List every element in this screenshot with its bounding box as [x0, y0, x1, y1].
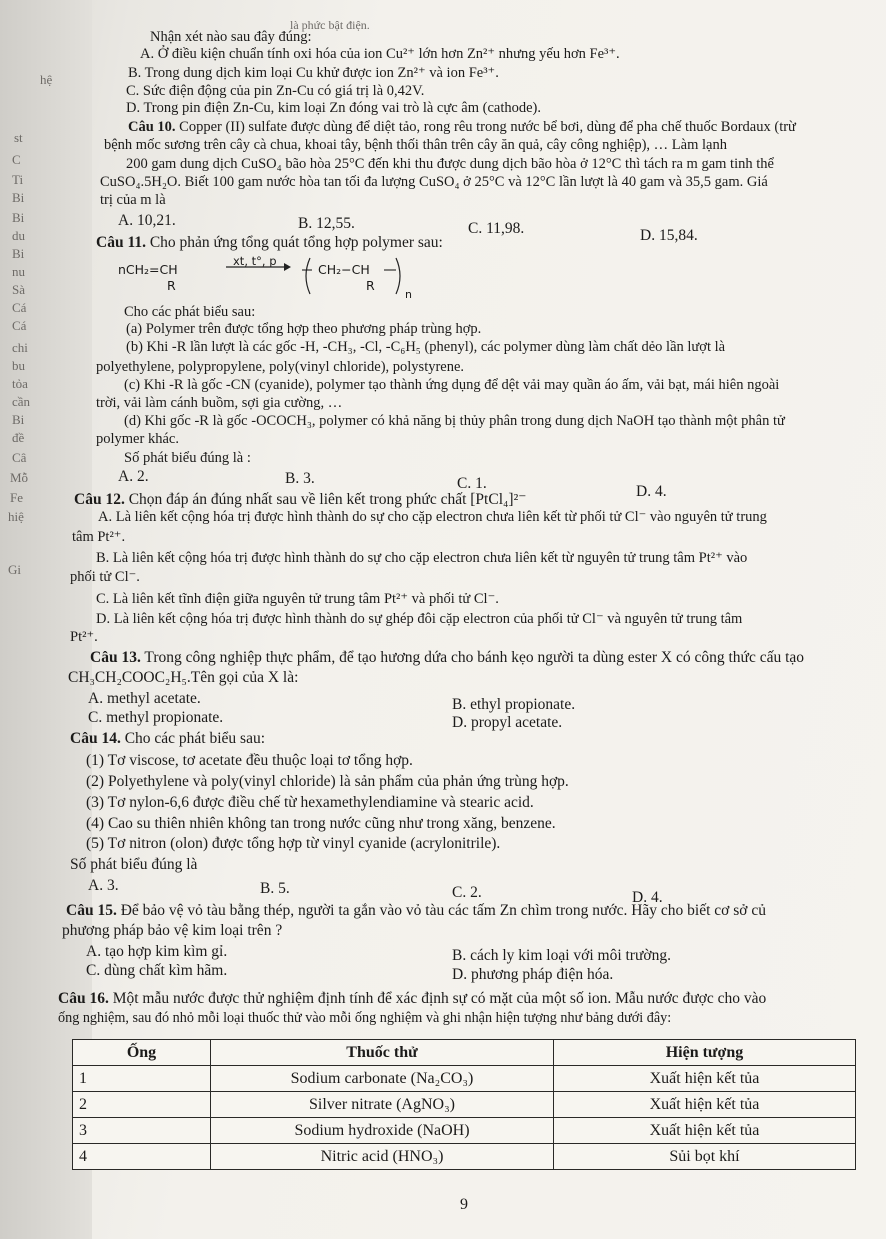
margin-note: Cá	[12, 318, 27, 333]
q15-line2: phương pháp bảo vệ kim loại trên ?	[62, 922, 283, 939]
intro-prompt: Nhận xét nào sau đây đúng:	[150, 29, 312, 45]
product-formula: CH₂−CH	[318, 262, 370, 277]
table-cell-observation: Xuất hiện kết tủa	[554, 1118, 856, 1144]
q13-line2: CH₃CH₂COOC₂H₅.Tên gọi của X là:	[68, 669, 299, 686]
q11-statement-a: (a) Polymer trên được tổng hợp theo phương pháp trùng hợp.	[126, 321, 482, 337]
margin-note: đề	[12, 430, 25, 445]
margin-note: Bi	[12, 210, 25, 225]
q12-option-c: C. Là liên kết tĩnh điện giữa nguyên tử trung tâm Pt²⁺ và phối tử Cl⁻.	[96, 591, 499, 607]
margin-note: Bi	[12, 190, 25, 205]
margin-note: Bi	[12, 412, 25, 427]
page-number: 9	[460, 1196, 468, 1213]
polymer-subscript-n: n	[405, 288, 412, 301]
q10-line2: bệnh mốc sương trên cây cà chua, khoai tây, bệnh thối thân trên cây ăn quả, cây công nghiệp), … Làm lạnh	[104, 137, 727, 153]
margin-note: Mỗ	[10, 470, 29, 485]
margin-note: C	[12, 152, 21, 167]
reaction-arrow-icon	[224, 262, 292, 272]
reaction-condition: xt, t°, p	[233, 254, 277, 268]
q13-line1: Câu 13. Trong công nghiệp thực phẩm, để tạo hương dứa cho bánh kẹo người ta dùng ester X có công thức cấu tạo	[90, 649, 805, 666]
reactant-formula: nCH₂=CH	[118, 262, 178, 277]
margin-note: hiệ	[8, 509, 24, 524]
table-cell-reagent: Sodium carbonate (Na₂CO₃)	[211, 1066, 554, 1092]
q14-statement-2: (2) Polyethylene và poly(vinyl chloride) là sản phẩm của phản ứng trùng hợp.	[86, 773, 569, 790]
margin-note: tỏa	[12, 376, 28, 391]
table-cell-observation: Xuất hiện kết tủa	[554, 1092, 856, 1118]
q10-option-c: C. 11,98.	[468, 220, 525, 237]
q15-option-c: C. dùng chất kìm hãm.	[86, 962, 228, 979]
q10-line5: trị của m là	[100, 192, 166, 208]
q11-intro: Cho các phát biểu sau:	[124, 304, 256, 320]
q14-option-d: D. 4.	[632, 889, 663, 906]
margin-note: du	[12, 228, 25, 243]
q12-option-a-line2: tâm Pt²⁺.	[72, 529, 126, 545]
margin-note: bu	[12, 358, 25, 373]
intro-option-a: A. Ở điều kiện chuẩn tính oxi hóa của ion Cu²⁺ lớn hơn Zn²⁺ nhưng yếu hơn Fe³⁺.	[140, 46, 620, 62]
margin-note: Sà	[12, 282, 25, 297]
q13-option-a: A. methyl acetate.	[88, 690, 201, 707]
table-header-cell: Hiện tượng	[554, 1040, 856, 1066]
q11-statement-c-line2: trời, vải làm cánh buồm, sợi gia cường, …	[96, 395, 343, 411]
reactant-r-group: R	[167, 278, 176, 293]
q12-option-d-line1: D. Là liên kết cộng hóa trị được hình thành do sự ghép đôi cặp electron của phối tử Cl⁻ và nguyên tử trung tâm	[96, 611, 743, 627]
margin-note: st	[14, 130, 23, 145]
q12-option-b-line1: B. Là liên kết cộng hóa trị được hình thành do sự cho cặp electron chưa liên kết từ nguyên tử trung tâm Pt²⁺ vào	[96, 550, 748, 566]
table-cell-tube: 4	[73, 1144, 211, 1170]
table-cell-tube: 2	[73, 1092, 211, 1118]
q12-option-b-line2: phối tử Cl⁻.	[70, 569, 140, 585]
q16-line1: Câu 16. Một mẫu nước được thử nghiệm định tính để xác định sự có mặt của một số ion. Mẫu nước được cho vào	[58, 990, 767, 1007]
q12-option-a-line1: A. Là liên kết cộng hóa trị được hình thành do sự cho cặp electron chưa liên kết từ phối tử Cl⁻ vào nguyên tử trung	[98, 509, 767, 525]
margin-note: Cá	[12, 300, 27, 315]
table-cell-reagent: Nitric acid (HNO₃)	[211, 1144, 554, 1170]
q14-statement-3: (3) Tơ nylon-6,6 được điều chế từ hexamethylendiamine và stearic acid.	[86, 794, 534, 811]
q13-option-d: D. propyl acetate.	[452, 714, 563, 731]
q16-line2: ống nghiệm, sau đó nhỏ mỗi loại thuốc thử vào mỗi ống nghiệm và ghi nhận hiện tượng như bảng dưới đây:	[58, 1010, 672, 1026]
q12-title: Câu 12. Chọn đáp án đúng nhất sau về liên kết trong phức chất [PtCl₄]²⁻	[74, 491, 527, 508]
q14-statement-5: (5) Tơ nitron (olon) được tổng hợp từ vinyl cyanide (acrylonitrile).	[86, 835, 501, 852]
q14-count: Số phát biểu đúng là	[70, 856, 198, 873]
margin-note: Câ	[12, 450, 27, 465]
q11-option-c: C. 1.	[457, 475, 487, 492]
table-header-cell: Ống	[73, 1040, 211, 1066]
q14-option-c: C. 2.	[452, 884, 482, 901]
polymer-brackets	[300, 254, 420, 300]
q11-title: Câu 11. Cho phản ứng tổng quát tổng hợp polymer sau:	[96, 234, 443, 251]
q12-option-d-line2: Pt²⁺.	[70, 629, 98, 645]
margin-note: cần	[12, 394, 31, 409]
header-fragment: là phức bật điện.	[290, 18, 370, 32]
table-cell-tube: 3	[73, 1118, 211, 1144]
margin-note: Ti	[12, 172, 24, 187]
margin-note: Gi	[8, 562, 21, 577]
table-row	[73, 1144, 856, 1170]
q11-statement-b-line2: polyethylene, polypropylene, poly(vinyl chloride), polystyrene.	[96, 359, 465, 375]
q11-count: Số phát biểu đúng là :	[124, 450, 251, 466]
table-header-row	[73, 1040, 856, 1066]
table-cell-observation: Sủi bọt khí	[554, 1144, 856, 1170]
q10-line3: 200 gam dung dịch CuSO₄ bão hòa 25°C đến khi thu được dung dịch bão hòa ở 12°C thì tách ra m gam tinh thể	[126, 156, 774, 172]
test-results-table	[72, 1039, 856, 1170]
q14-statement-4: (4) Cao su thiên nhiên không tan trong nước cũng như trong xăng, benzene.	[86, 815, 556, 832]
q15-option-a: A. tạo hợp kim kìm gỉ.	[86, 943, 228, 960]
table-row	[73, 1092, 856, 1118]
q15-option-d: D. phương pháp điện hóa.	[452, 966, 614, 983]
q10-line1: Câu 10. Copper (II) sulfate được dùng để diệt tảo, rong rêu trong nước bể bơi, dùng để pha chế thuốc Bordaux (trừ	[128, 119, 796, 135]
q14-option-b: B. 5.	[260, 880, 290, 897]
table-cell-reagent: Silver nitrate (AgNO₃)	[211, 1092, 554, 1118]
q11-statement-c-line1: (c) Khi -R là gốc -CN (cyanide), polymer tạo thành ứng dụng để dệt vải may quần áo ấm, vải bạt, mái hiên ngoài	[124, 377, 780, 393]
table-cell-tube: 1	[73, 1066, 211, 1092]
table-row	[73, 1066, 856, 1092]
table-header-cell: Thuốc thử	[211, 1040, 554, 1066]
q13-option-c: C. methyl propionate.	[88, 709, 224, 726]
table-cell-observation: Xuất hiện kết tủa	[554, 1066, 856, 1092]
q10-line4: CuSO₄.5H₂O. Biết 100 gam nước hòa tan tối đa lượng CuSO₄ ở 25°C và 12°C lần lượt là 40 gam và 35,5 gam. Giá	[100, 174, 768, 190]
q14-statement-1: (1) Tơ viscose, tơ acetate đều thuộc loại tơ tổng hợp.	[86, 752, 413, 769]
table-cell-reagent: Sodium hydroxide (NaOH)	[211, 1118, 554, 1144]
margin-note: Fe	[10, 490, 23, 505]
product-r-group: R	[366, 278, 375, 293]
table-row	[73, 1118, 856, 1144]
margin-note: hệ	[40, 72, 53, 87]
intro-option-d: D. Trong pin điện Zn-Cu, kim loại Zn đóng vai trò là cực âm (cathode).	[126, 100, 541, 116]
q14-title: Câu 14. Cho các phát biểu sau:	[70, 730, 266, 747]
q11-option-b: B. 3.	[285, 470, 315, 487]
q11-option-a: A. 2.	[118, 468, 149, 485]
q14-option-a: A. 3.	[88, 877, 119, 894]
q11-statement-d-line2: polymer khác.	[96, 431, 179, 447]
margin-note: nu	[12, 264, 25, 279]
q10-option-b: B. 12,55.	[298, 215, 355, 232]
q11-statement-d-line1: (d) Khi gốc -R là gốc -OCOCH₃, polymer có khả năng bị thủy phân trong dung dịch NaOH tạo thành một phân tử	[124, 413, 785, 429]
q13-option-b: B. ethyl propionate.	[452, 696, 576, 713]
q15-line1: Câu 15. Để bảo vệ vỏ tàu bằng thép, người ta gắn vào vỏ tàu các tấm Zn chìm trong nước. Hãy cho biết cơ sở củ	[66, 902, 766, 919]
q11-option-d: D. 4.	[636, 483, 667, 500]
q15-option-b: B. cách ly kim loại với môi trường.	[452, 947, 671, 964]
q10-option-a: A. 10,21.	[118, 212, 176, 229]
intro-option-c: C. Sức điện động của pin Zn-Cu có giá trị là 0,42V.	[126, 83, 425, 99]
margin-note: chi	[12, 340, 28, 355]
q10-option-d: D. 15,84.	[640, 227, 698, 244]
intro-option-b: B. Trong dung dịch kim loại Cu khử được ion Zn²⁺ và ion Fe³⁺.	[128, 65, 499, 81]
q11-statement-b-line1: (b) Khi -R lần lượt là các gốc -H, -CH₃, -Cl, -C₆H₅ (phenyl), các polymer dùng làm chất dẻo lần lượt là	[126, 339, 726, 355]
margin-note: Bi	[12, 246, 25, 261]
